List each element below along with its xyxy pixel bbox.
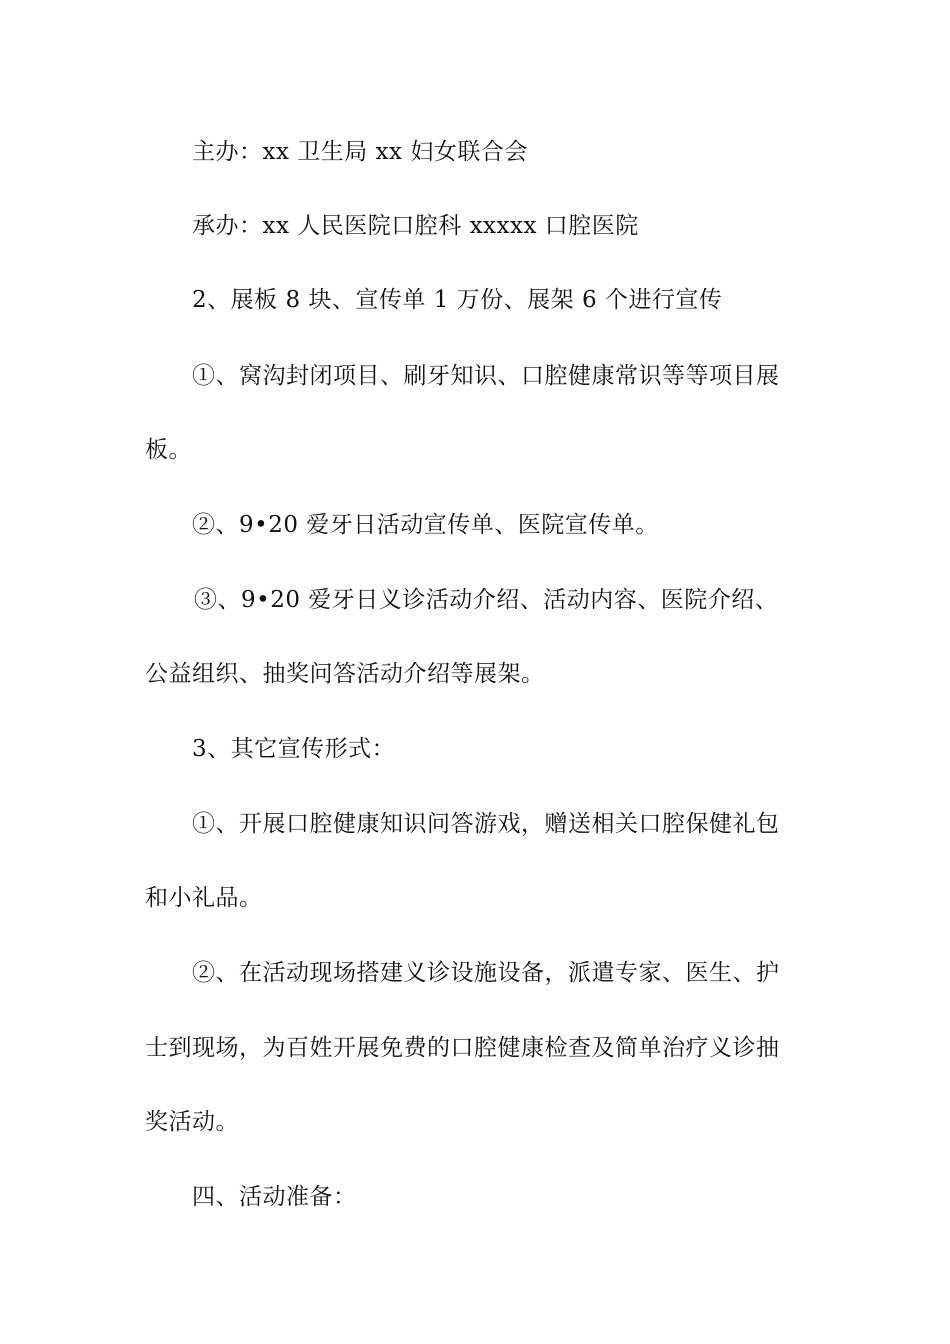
section-3-heading: 3、其它宣传形式：: [192, 736, 396, 762]
section-2-heading: 2、展板 8 块、宣传单 1 万份、展架 6 个进行宣传: [192, 287, 723, 313]
promo-item-2-line-3: 奖活动。: [145, 1109, 239, 1135]
item-3-line-2: 公益组织、抽奖问答活动介绍等展架。: [145, 661, 545, 687]
item-2-line: ②、9•20 爱牙日活动宣传单、医院宣传单。: [192, 512, 659, 538]
promo-item-2-line-2: 士到现场，为百姓开展免费的口腔健康检查及简单治疗义诊抽: [145, 1035, 780, 1061]
item-1-line-1: ①、窝沟封闭项目、刷牙知识、口腔健康常识等等项目展: [192, 363, 780, 389]
promo-item-2-line-1: ②、在活动现场搭建义诊设施设备，派遣专家、医生、护: [192, 960, 780, 986]
section-4-heading: 四、活动准备：: [192, 1184, 357, 1210]
promo-item-1-line-2: 和小礼品。: [145, 885, 263, 911]
organizer-line: 主办：xx 卫生局 xx 妇女联合会: [192, 139, 528, 165]
co-organizer-line: 承办：xx 人民医院口腔科 xxxxx 口腔医院: [192, 213, 639, 239]
promo-item-1-line-1: ①、开展口腔健康知识问答游戏，赠送相关口腔保健礼包: [192, 811, 780, 837]
item-1-line-2: 板。: [145, 437, 192, 463]
item-3-line-1: ③、9•20 爱牙日义诊活动介绍、活动内容、医院介绍、: [194, 587, 779, 613]
